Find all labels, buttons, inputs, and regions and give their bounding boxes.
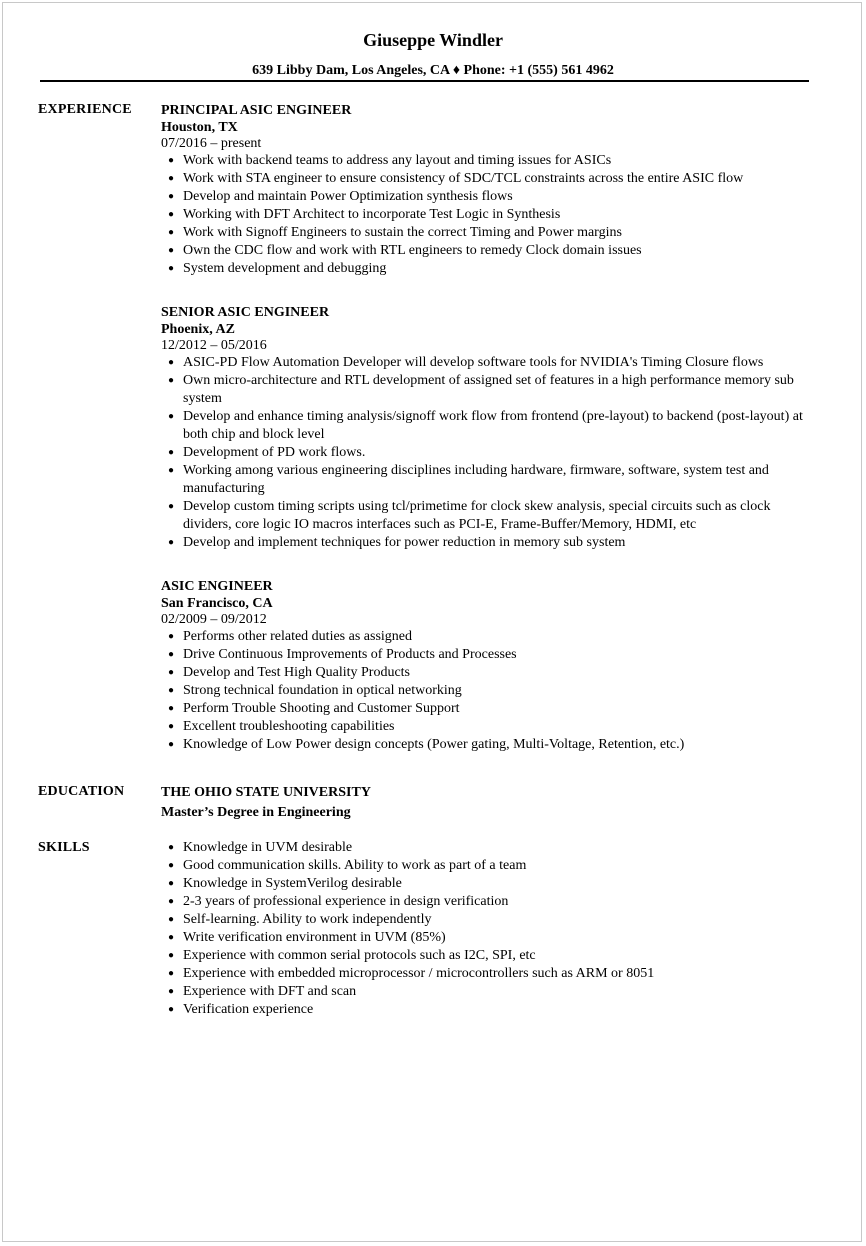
bullet-icon: ● <box>168 375 175 386</box>
job-bullets <box>161 354 821 552</box>
list-item: ● Development of PD work flows. <box>168 445 366 460</box>
skills-list <box>161 839 821 1019</box>
candidate-name: Giuseppe Windler <box>363 30 503 50</box>
bullet-icon: ● <box>168 209 175 220</box>
skills-heading: SKILLS <box>38 840 90 855</box>
list-item: ● Verification experience <box>168 1002 314 1017</box>
list-item: ● Write verification environment in UVM (85%) <box>168 930 446 945</box>
bullet-icon: ● <box>168 191 175 202</box>
list-item: ● Drive Continuous Improvements of Products and Processes <box>168 647 517 662</box>
bullet-icon: ● <box>168 968 175 979</box>
list-item: ● Working with DFT Architect to incorporate Test Logic in Synthesis <box>168 207 561 222</box>
job-dates: 07/2016 – present <box>161 136 262 151</box>
experience-heading: EXPERIENCE <box>38 102 132 117</box>
education-heading: EDUCATION <box>38 784 125 799</box>
job-bullets <box>161 152 821 278</box>
list-item: ● Knowledge in SystemVerilog desirable <box>168 876 402 891</box>
bullet-icon: ● <box>168 357 175 368</box>
header-divider <box>40 80 809 82</box>
list-item: ● Work with STA engineer to ensure consistency of SDC/TCL constraints across the entire ASIC flow <box>168 171 744 186</box>
list-item: ● Good communication skills. Ability to work as part of a team <box>168 858 527 873</box>
bullet-icon: ● <box>168 447 175 458</box>
bullet-icon: ● <box>168 465 175 476</box>
list-item: ● Own the CDC flow and work with RTL engineers to remedy Clock domain issues <box>168 243 642 258</box>
job-entry-2 <box>161 304 821 552</box>
bullet-icon: ● <box>168 932 175 943</box>
bullet-icon: ● <box>168 245 175 256</box>
bullet-icon: ● <box>168 411 175 422</box>
bullet-icon: ● <box>168 649 175 660</box>
bullet-icon: ● <box>168 986 175 997</box>
bullet-icon: ● <box>168 896 175 907</box>
bullet-icon: ● <box>168 501 175 512</box>
list-item: ● Work with Signoff Engineers to sustain the correct Timing and Power margins <box>168 225 622 240</box>
list-item: ● Develop and enhance timing analysis/signoff work flow from frontend (pre-layout) to backend (post-layout) at both chip and block level <box>168 409 803 442</box>
list-item: ● Perform Trouble Shooting and Customer Support <box>168 701 460 716</box>
education-entry <box>161 784 821 822</box>
job-title: PRINCIPAL ASIC ENGINEER <box>161 103 352 118</box>
list-item: ● Work with backend teams to address any layout and timing issues for ASICs <box>168 153 612 168</box>
list-item: ● 2-3 years of professional experience in design verification <box>168 894 509 909</box>
list-item: ● ASIC-PD Flow Automation Developer will develop software tools for NVIDIA's Timing Closure flows <box>168 355 764 370</box>
bullet-icon: ● <box>168 878 175 889</box>
list-item: ● Develop custom timing scripts using tcl/primetime for clock skew analysis, special circuits such as clock dividers, core logic IO macros interfaces such as PCI-E, Frame-Buffer/Memory, HDMI, etc <box>168 499 771 532</box>
bullet-icon: ● <box>168 703 175 714</box>
list-item: ● Own micro-architecture and RTL development of assigned set of features in a high performance memory sub system <box>168 373 794 406</box>
job-location: Houston, TX <box>161 120 238 135</box>
bullet-icon: ● <box>168 914 175 925</box>
list-item: ● Develop and Test High Quality Products <box>168 665 411 680</box>
school-name: THE OHIO STATE UNIVERSITY <box>161 785 371 800</box>
list-item: ● Self-learning. Ability to work independently <box>168 912 432 927</box>
bullet-icon: ● <box>168 739 175 750</box>
bullet-icon: ● <box>168 155 175 166</box>
degree-name: Master’s Degree in Engineering <box>161 805 351 820</box>
list-item: ● Knowledge of Low Power design concepts (Power gating, Multi-Voltage, Retention, etc.) <box>168 737 685 752</box>
list-item: ● System development and debugging <box>168 261 387 276</box>
bullet-icon: ● <box>168 1004 175 1015</box>
list-item: ● Working among various engineering disciplines including hardware, firmware, software, system test and manufacturing <box>168 463 769 496</box>
bullet-icon: ● <box>168 227 175 238</box>
list-item: ● Develop and implement techniques for power reduction in memory sub system <box>168 535 626 550</box>
skills-entry <box>161 839 821 1019</box>
list-item: ● Experience with DFT and scan <box>168 984 357 999</box>
job-location: Phoenix, AZ <box>161 322 235 337</box>
list-item: ● Excellent troubleshooting capabilities <box>168 719 395 734</box>
bullet-icon: ● <box>168 721 175 732</box>
list-item: ● Performs other related duties as assigned <box>168 629 412 644</box>
list-item: ● Strong technical foundation in optical networking <box>168 683 462 698</box>
bullet-icon: ● <box>168 173 175 184</box>
job-dates: 02/2009 – 09/2012 <box>161 612 267 627</box>
job-title: ASIC ENGINEER <box>161 579 273 594</box>
bullet-icon: ● <box>168 537 175 548</box>
job-entry-1 <box>161 102 821 278</box>
job-location: San Francisco, CA <box>161 596 273 611</box>
bullet-icon: ● <box>168 667 175 678</box>
bullet-icon: ● <box>168 263 175 274</box>
job-bullets <box>161 628 821 754</box>
bullet-icon: ● <box>168 860 175 871</box>
job-entry-3 <box>161 578 821 754</box>
bullet-icon: ● <box>168 842 175 853</box>
list-item: ● Develop and maintain Power Optimization synthesis flows <box>168 189 513 204</box>
job-title: SENIOR ASIC ENGINEER <box>161 305 330 320</box>
list-item: ● Experience with embedded microprocessor / microcontrollers such as ARM or 8051 <box>168 966 655 981</box>
bullet-icon: ● <box>168 685 175 696</box>
list-item: ● Experience with common serial protocols such as I2C, SPI, etc <box>168 948 536 963</box>
bullet-icon: ● <box>168 950 175 961</box>
job-dates: 12/2012 – 05/2016 <box>161 338 267 353</box>
contact-line: 639 Libby Dam, Los Angeles, CA ♦ Phone: +1 (555) 561 4962 <box>252 63 614 78</box>
list-item: ● Knowledge in UVM desirable <box>168 840 353 855</box>
bullet-icon: ● <box>168 631 175 642</box>
